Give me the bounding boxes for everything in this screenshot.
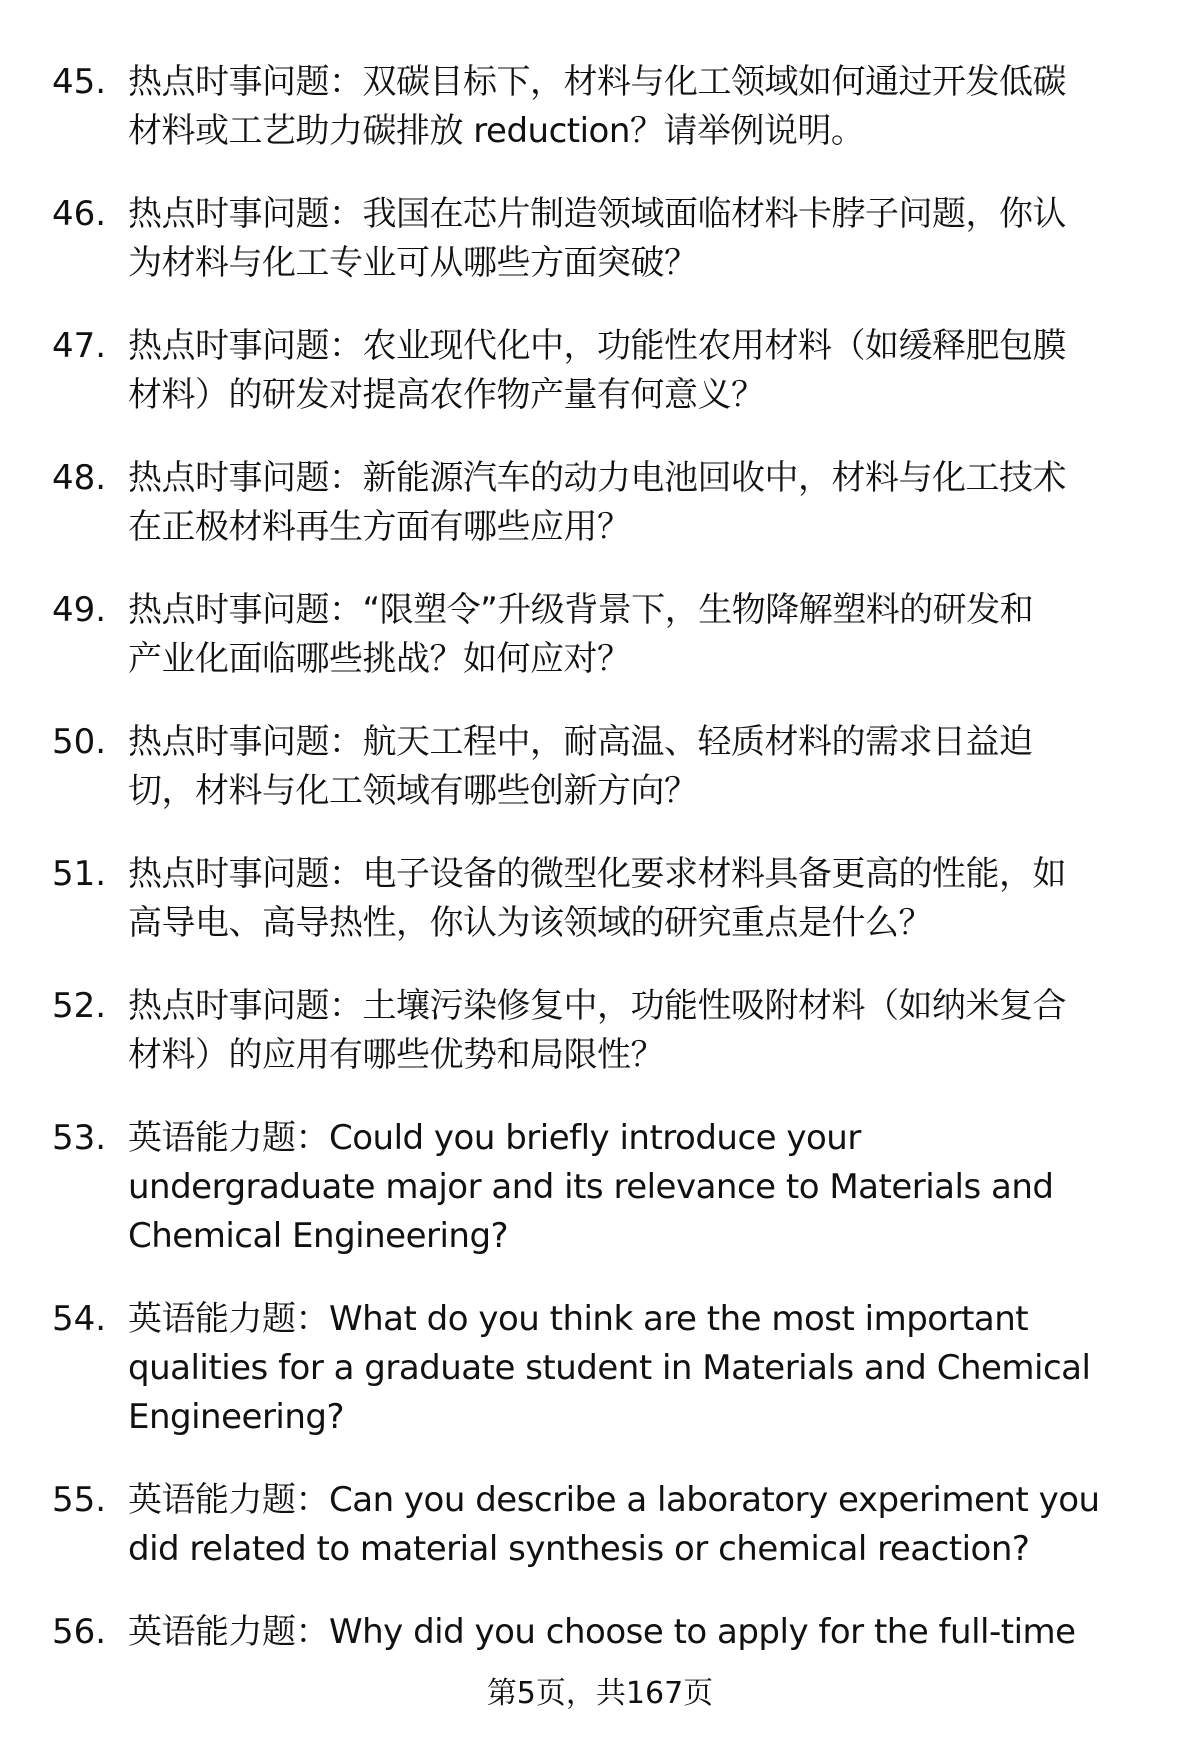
question-text-line: did related to material synthesis or chemical reaction? (128, 1529, 1030, 1569)
question-number: 49. (52, 590, 107, 630)
question-text-line: 热点时事问题：农业现代化中，功能性农用材料（如缓释肥包膜 (128, 326, 1066, 366)
question-item (0, 850, 1200, 948)
question-number: 53. (52, 1118, 107, 1158)
question-text (128, 850, 1168, 948)
question-text-line: 热点时事问题：新能源汽车的动力电池回收中，材料与化工技术 (128, 458, 1066, 498)
page-number: 第5页，共167页 (486, 1676, 714, 1711)
question-text-line: 材料或工艺助力碳排放 reduction？请举例说明。 (128, 111, 865, 151)
question-item (0, 190, 1200, 288)
question-text (128, 1476, 1168, 1574)
question-text-line: 热点时事问题：航天工程中，耐高温、轻质材料的需求日益迫 (128, 722, 1033, 762)
question-item (0, 718, 1200, 816)
question-item (0, 1476, 1200, 1574)
question-text-line: 英语能力题：Could you briefly introduce your (128, 1118, 861, 1158)
question-item (0, 322, 1200, 420)
question-text-line: 高导电、高导热性，你认为该领域的研究重点是什么？ (128, 903, 932, 943)
question-text (128, 1608, 1168, 1657)
question-text (128, 982, 1168, 1080)
question-text-line: 英语能力题：Can you describe a laboratory experiment you (128, 1480, 1100, 1520)
question-text-line: 材料）的应用有哪些优势和局限性？ (128, 1035, 664, 1075)
question-number: 56. (52, 1612, 107, 1652)
question-item (0, 1608, 1200, 1657)
question-text (128, 1114, 1168, 1261)
question-text-line: 切，材料与化工领域有哪些创新方向？ (128, 771, 698, 811)
question-item (0, 586, 1200, 684)
question-text-line: Engineering? (128, 1397, 345, 1437)
question-text-line: 热点时事问题：我国在芯片制造领域面临材料卡脖子问题，你认 (128, 194, 1066, 234)
question-text-line: 英语能力题：What do you think are the most important (128, 1299, 1029, 1339)
question-number: 55. (52, 1480, 107, 1520)
question-text-line: qualities for a graduate student in Materials and Chemical (128, 1348, 1091, 1388)
question-text (128, 586, 1168, 684)
question-text-line: 为材料与化工专业可从哪些方面突破？ (128, 243, 698, 283)
question-item (0, 454, 1200, 552)
question-text-line: 在正极材料再生方面有哪些应用？ (128, 507, 631, 547)
question-number: 52. (52, 986, 107, 1026)
question-text-line: 英语能力题：Why did you choose to apply for the full-time (128, 1612, 1076, 1652)
question-text-line: 热点时事问题：“限塑令”升级背景下，生物降解塑料的研发和 (128, 590, 1034, 630)
question-item (0, 1114, 1200, 1261)
question-number: 47. (52, 326, 107, 366)
question-text (128, 322, 1168, 420)
question-text (128, 1295, 1168, 1442)
question-text-line: 产业化面临哪些挑战？如何应对？ (128, 639, 631, 679)
question-item (0, 1295, 1200, 1442)
question-list (0, 58, 1200, 1691)
question-text-line: 热点时事问题：土壤污染修复中，功能性吸附材料（如纳米复合 (128, 986, 1066, 1026)
question-number: 51. (52, 854, 107, 894)
question-number: 46. (52, 194, 107, 234)
question-number: 45. (52, 62, 107, 102)
question-item (0, 982, 1200, 1080)
question-number: 54. (52, 1299, 107, 1339)
question-text (128, 454, 1168, 552)
question-text (128, 190, 1168, 288)
question-text-line: 热点时事问题：双碳目标下，材料与化工领域如何通过开发低碳 (128, 62, 1066, 102)
question-text-line: undergraduate major and its relevance to Materials and (128, 1167, 1054, 1207)
question-text-line: Chemical Engineering? (128, 1216, 509, 1256)
question-number: 50. (52, 722, 107, 762)
question-text (128, 718, 1168, 816)
question-text (128, 58, 1168, 156)
question-text-line: 材料）的研发对提高农作物产量有何意义？ (128, 375, 765, 415)
question-text-line: 热点时事问题：电子设备的微型化要求材料具备更高的性能，如 (128, 854, 1066, 894)
question-item (0, 58, 1200, 156)
question-number: 48. (52, 458, 107, 498)
